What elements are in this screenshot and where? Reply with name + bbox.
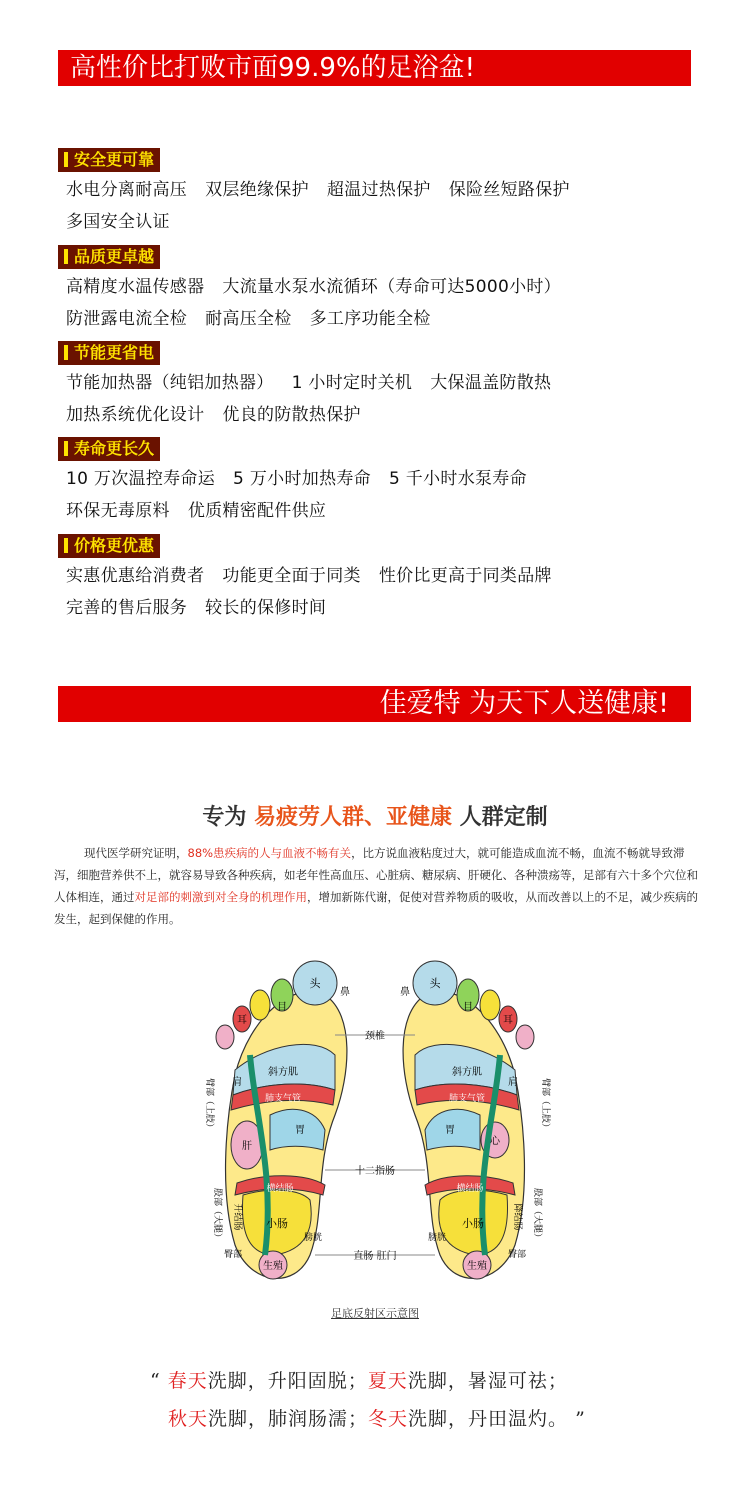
poem-summer-text: 洗脚，暑湿可祛； (407, 1370, 568, 1392)
feature-line (66, 501, 545, 521)
label-hip-left: 臀部 (223, 1250, 243, 1260)
label-hip-right: 臀部 (507, 1250, 527, 1260)
feature-item: 防泄露电流全检 (66, 309, 188, 329)
label-eye-left: 目 (277, 1002, 287, 1013)
label-arm-left: 臂部（上肢） (204, 1077, 214, 1133)
poem-autumn: 秋天 (168, 1408, 209, 1430)
feature-item: 双层绝缘保护 (205, 180, 309, 200)
feature-title: 品质更卓越 (74, 247, 155, 266)
label-stomach-left: 胃 (295, 1125, 305, 1136)
feature-item: 实惠优惠给消费者 (66, 566, 205, 586)
headline-highlight: 易疲劳人群、亚健康 (253, 805, 452, 830)
poem-spring: 春天 (167, 1370, 208, 1392)
feature-title-tag (58, 341, 160, 365)
foot-reflexology-diagram (195, 955, 555, 1295)
tag-bar-icon (64, 249, 68, 264)
top-banner: 高性价比打败市面99.9%的足浴盆! (58, 50, 691, 86)
label-bronchus-left: 肺支气管 (264, 1094, 302, 1104)
label-trapezius-right: 斜方肌 (452, 1067, 482, 1078)
label-transverse-colon-left: 横结肠 (266, 1184, 294, 1194)
label-heart: 心 (490, 1136, 500, 1147)
label-ascending-colon: 升结肠 (232, 1203, 242, 1231)
poem-close-quote: ” (568, 1408, 586, 1430)
feature-title: 价格更优惠 (74, 536, 155, 555)
right-toe-5 (516, 1025, 534, 1049)
poem-spring-text: 洗脚，升阳固脱； (207, 1370, 368, 1392)
feature-block (58, 245, 579, 329)
label-bladder-right: 膀胱 (427, 1233, 447, 1243)
label-genital-right: 生殖 (467, 1261, 487, 1272)
feature-title-tag (58, 148, 160, 172)
feature-item: 水电分离耐高压 (66, 180, 188, 200)
feature-item: 节能加热器（纯铝加热器） (66, 373, 274, 393)
label-eye-right: 目 (463, 1002, 473, 1013)
label-leg-left: 股部（大腿） (212, 1187, 222, 1243)
feature-item: 优良的防散热保护 (222, 405, 361, 425)
feature-item: 完善的售后服务 (66, 598, 188, 618)
label-shoulder-right: 肩 (508, 1077, 518, 1088)
feature-line (66, 373, 569, 393)
feature-line (66, 405, 569, 425)
label-neck: 颈椎 (365, 1031, 385, 1042)
label-leg-right: 股部（大腿） (532, 1187, 542, 1243)
label-small-intestine-right: 小肠 (462, 1217, 484, 1230)
poem-winter: 冬天 (368, 1408, 409, 1430)
para-highlight-2: 对足部的刺激到对全身的机理作用 (134, 890, 307, 904)
feature-line (66, 309, 579, 329)
feature-item: 加热系统优化设计 (66, 405, 205, 425)
label-genital-left: 生殖 (263, 1261, 283, 1272)
left-toe-3 (250, 990, 270, 1020)
feature-item: 环保无毒原料 (66, 501, 170, 521)
feature-block (58, 148, 588, 232)
label-ear-right: 耳 (503, 1015, 513, 1026)
feature-line (66, 469, 545, 489)
label-ear-left: 耳 (237, 1015, 247, 1026)
feature-item: 5 千小时水泵寿命 (388, 469, 527, 489)
label-arm-right: 臂部（上肢） (540, 1077, 550, 1133)
feature-item: 多工序功能全检 (309, 309, 431, 329)
feature-item: 性价比更高于同类品牌 (378, 566, 552, 586)
tag-bar-icon (64, 538, 68, 553)
feature-title: 寿命更长久 (74, 439, 155, 458)
para-highlight-1: 88%患疾病的人与血液不畅有关 (187, 846, 352, 860)
feature-block (58, 534, 570, 618)
poem-open-quote: “ (150, 1370, 168, 1392)
brand-slogan-banner: 佳爱特 为天下人送健康! (58, 686, 691, 722)
section-headline (0, 800, 750, 831)
poem-line-2 (168, 1404, 586, 1431)
label-bladder-left: 膀胱 (303, 1233, 323, 1243)
feature-item: 1 小时定时关机 (291, 373, 413, 393)
feature-line (66, 598, 570, 618)
foot-diagram-svg (195, 955, 555, 1295)
feature-title: 节能更省电 (74, 343, 155, 362)
headline-post: 人群定制 (452, 805, 548, 830)
tag-bar-icon (64, 152, 68, 167)
para-text-1: 现代医学研究证明， (84, 846, 188, 860)
label-liver: 肝 (242, 1141, 252, 1152)
label-head-left: 头 (309, 977, 321, 990)
tag-bar-icon (64, 345, 68, 360)
label-duodenum: 十二指肠 (355, 1166, 395, 1177)
feature-item: 10 万次温控寿命运 (66, 469, 216, 489)
label-bronchus-right: 肺支气管 (448, 1094, 486, 1104)
poem-autumn-text: 洗脚，肺润肠濡； (208, 1408, 369, 1430)
label-shoulder-left: 肩 (232, 1077, 242, 1088)
right-toe-3 (480, 990, 500, 1020)
poem-summer: 夏天 (367, 1370, 408, 1392)
label-transverse-colon-right: 横结肠 (456, 1184, 484, 1194)
para-text-3: ，增加新陈代谢，促使对营养物质的吸收，从而改善以上的不足，减少疾病的发生，起到保健的作用。 (54, 890, 698, 926)
feature-block (58, 437, 545, 521)
poem-winter-text: 洗脚，丹田温灼。 (408, 1408, 569, 1430)
label-rectum-anus: 直肠 肛门 (353, 1251, 397, 1262)
poem-line-1 (150, 1366, 568, 1393)
diagram-caption: 足底反射区示意图 (331, 1307, 419, 1320)
feature-item: 5 万小时加热寿命 (233, 469, 371, 489)
feature-title-tag (58, 245, 160, 269)
feature-item: 高精度水温传感器 (66, 277, 205, 297)
label-trapezius-left: 斜方肌 (268, 1067, 298, 1078)
feature-item: 多国安全认证 (66, 212, 170, 232)
feature-line (66, 180, 588, 200)
feature-title: 安全更可靠 (74, 150, 155, 169)
para-text-2: ，比方说血液粘度过大，就可能造成血流不畅，血流不畅就导致滞泻，细胞营养供不上，就容易导致各种疾病，如老年性高血压、心脏病、糖尿病、肝硬化、各种溃疡等，足部有六十多个穴位和人体相连，通过 (54, 846, 698, 904)
feature-line (66, 212, 588, 232)
feature-line (66, 277, 579, 297)
feature-item: 大流量水泵水流循环（寿命可达5000小时） (222, 277, 561, 297)
feature-block (58, 341, 569, 425)
label-descending-colon: 降结肠 (512, 1203, 522, 1231)
label-head-right: 头 (429, 977, 441, 990)
feature-item: 优质精密配件供应 (187, 501, 327, 521)
feature-item: 保险丝短路保护 (448, 180, 570, 200)
feature-item: 功能更全面于同类 (222, 566, 361, 586)
feature-item: 耐高压全检 (205, 309, 292, 329)
headline-pre: 专为 (202, 805, 254, 830)
tag-bar-icon (64, 441, 68, 456)
feature-line (66, 566, 570, 586)
label-nose-right: 鼻 (400, 987, 410, 998)
label-nose-left: 鼻 (340, 987, 350, 998)
feature-item: 较长的保修时间 (205, 598, 327, 618)
feature-title-tag (58, 534, 160, 558)
label-small-intestine-left: 小肠 (266, 1217, 288, 1230)
feature-item: 大保温盖防散热 (430, 373, 552, 393)
feature-item: 超温过热保护 (326, 180, 431, 200)
left-toe-5 (216, 1025, 234, 1049)
feature-title-tag (58, 437, 160, 461)
label-stomach-right: 胃 (445, 1125, 455, 1136)
intro-paragraph (54, 842, 702, 930)
